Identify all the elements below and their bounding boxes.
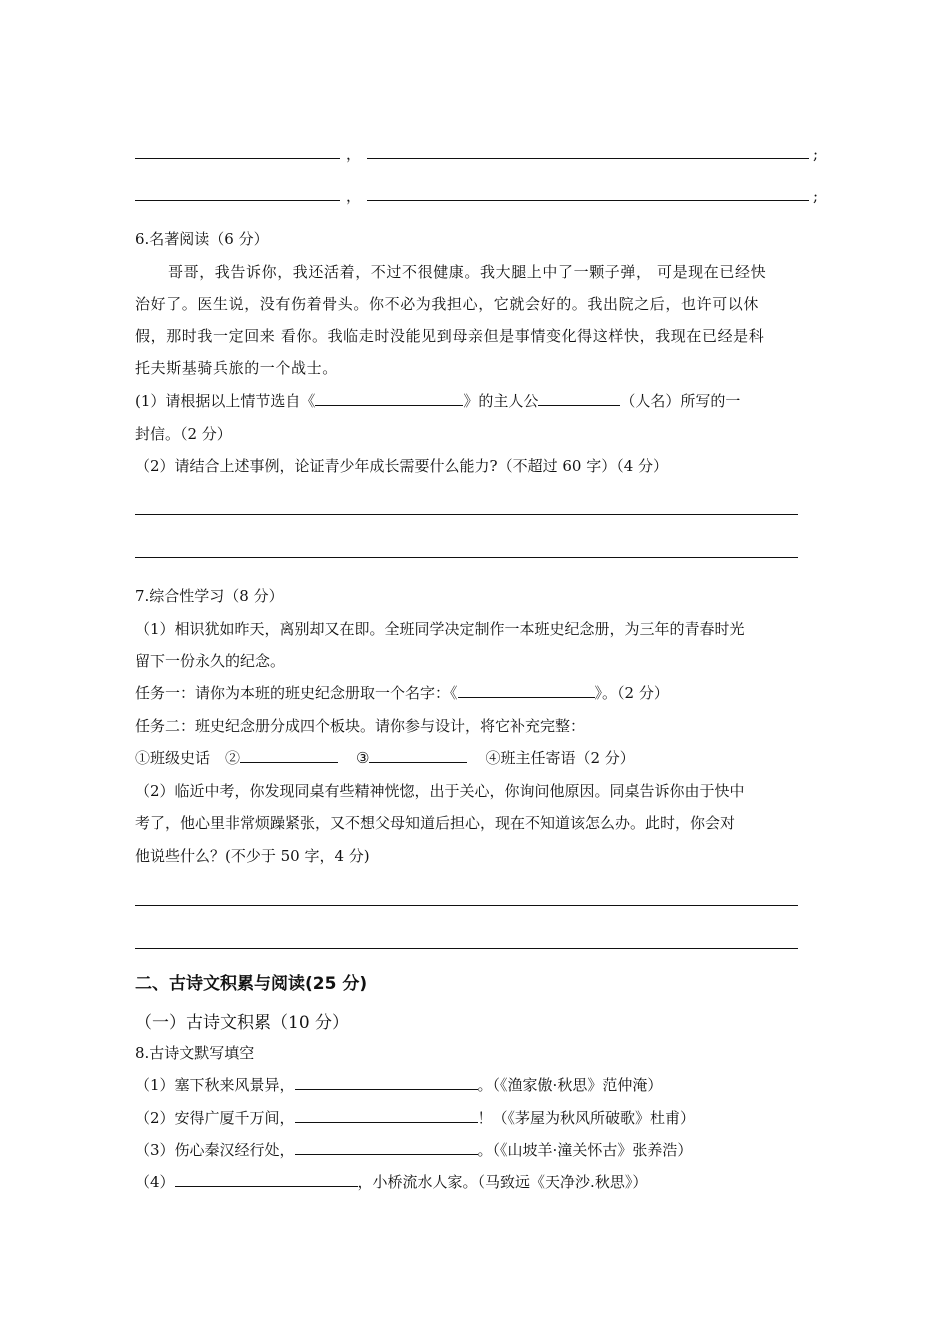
- answer-line[interactable]: [135, 514, 798, 515]
- poem-fill-item: （2）安得广厦千万间， ！（《茅屋为秋风所破歌》杜甫）: [135, 1109, 696, 1127]
- answer-line[interactable]: [135, 948, 798, 949]
- poem-blank[interactable]: [175, 1172, 358, 1187]
- answer-blank[interactable]: [135, 144, 340, 159]
- q7-part2: （2）临近中考，你发现同桌有些精神恍惚，出于关心，你询问他原因。同桌告诉你由于快中: [135, 782, 745, 800]
- q7-part1-cont: 留下一份永久的纪念。: [135, 652, 286, 670]
- poem-blank[interactable]: [295, 1108, 478, 1123]
- block-3-blank[interactable]: [369, 748, 467, 763]
- q7-part2-cont: 他说些什么？(不少于 50 字，4 分): [135, 847, 370, 865]
- q7-task2: 任务二：班史纪念册分成四个板块。请你参与设计，将它补充完整：: [135, 717, 586, 735]
- block-2-blank[interactable]: [240, 748, 338, 763]
- poem-fill-item: （3）伤心秦汉经行处， 。（《山坡羊·潼关怀古》张养浩）: [135, 1141, 693, 1159]
- q6-title: 6.名著阅读（6 分）: [135, 230, 269, 248]
- q6-part1: (1）请根据以上情节选自《 》的主人公 （人名）所写的一: [135, 392, 741, 410]
- yearbook-name-blank[interactable]: [458, 683, 595, 698]
- q6-passage-line: 托夫斯基骑兵旅的一个战士。: [135, 359, 338, 377]
- q7-blocks: ①班级史话 ② ③ ④班主任寄语（2 分）: [135, 749, 635, 767]
- answer-blank[interactable]: [367, 186, 809, 201]
- q6-part2: （2）请结合上述事例，论证青少年成长需要什么能力?（不超过 60 字）（4 分）: [135, 457, 669, 475]
- q6-passage-line: 哥哥，我告诉你，我还活着，不过不很健康。我大腿上中了一颗子弹， 可是现在已经快: [168, 263, 767, 281]
- poem-fill-item: （4） ，小桥流水人家。（马致远《天净沙.秋思》）: [135, 1173, 648, 1191]
- answer-blank[interactable]: [367, 144, 809, 159]
- q7-part2-cont: 考了，他心里非常烦躁紧张，又不想父母知道后担心，现在不知道该怎么办。此时，你会对: [135, 814, 736, 832]
- q8-title: 8.古诗文默写填空: [135, 1044, 255, 1062]
- subsection-heading: （一）古诗文积累（10 分）: [135, 1013, 350, 1033]
- q6-part1-cont: 封信。（2 分）: [135, 425, 232, 443]
- q7-title: 7.综合性学习（8 分）: [135, 587, 284, 605]
- q7-task1: 任务一：请你为本班的班史纪念册取一个名字：《 》。（2 分）: [135, 684, 669, 702]
- q6-passage-line: 治好了。医生说，没有伤着骨头。你不必为我担心，它就会好的。我出院之后，也许可以休: [135, 295, 760, 313]
- section-heading: 二、古诗文积累与阅读(25 分): [135, 974, 368, 994]
- poem-blank[interactable]: [295, 1075, 478, 1090]
- book-title-blank[interactable]: [315, 391, 463, 406]
- answer-line[interactable]: [135, 905, 798, 906]
- poem-fill-item: （1）塞下秋来风景异， 。（《渔家傲·秋思》范仲淹）: [135, 1076, 663, 1094]
- answer-blank[interactable]: [135, 186, 340, 201]
- q6-passage-line: 假，那时我一定回来 看你。我临走时没能见到母亲但是事情变化得这样快，我现在已经是科: [135, 327, 765, 345]
- q7-part1: （1）相识犹如昨天，离别却又在即。全班同学决定制作一本班史纪念册，为三年的青春时光: [135, 620, 745, 638]
- answer-line[interactable]: [135, 557, 798, 558]
- top-blank-row-1: ， ;: [135, 144, 818, 164]
- top-blank-row-2: ， ;: [135, 186, 818, 206]
- person-name-blank[interactable]: [538, 391, 620, 406]
- poem-blank[interactable]: [295, 1140, 478, 1155]
